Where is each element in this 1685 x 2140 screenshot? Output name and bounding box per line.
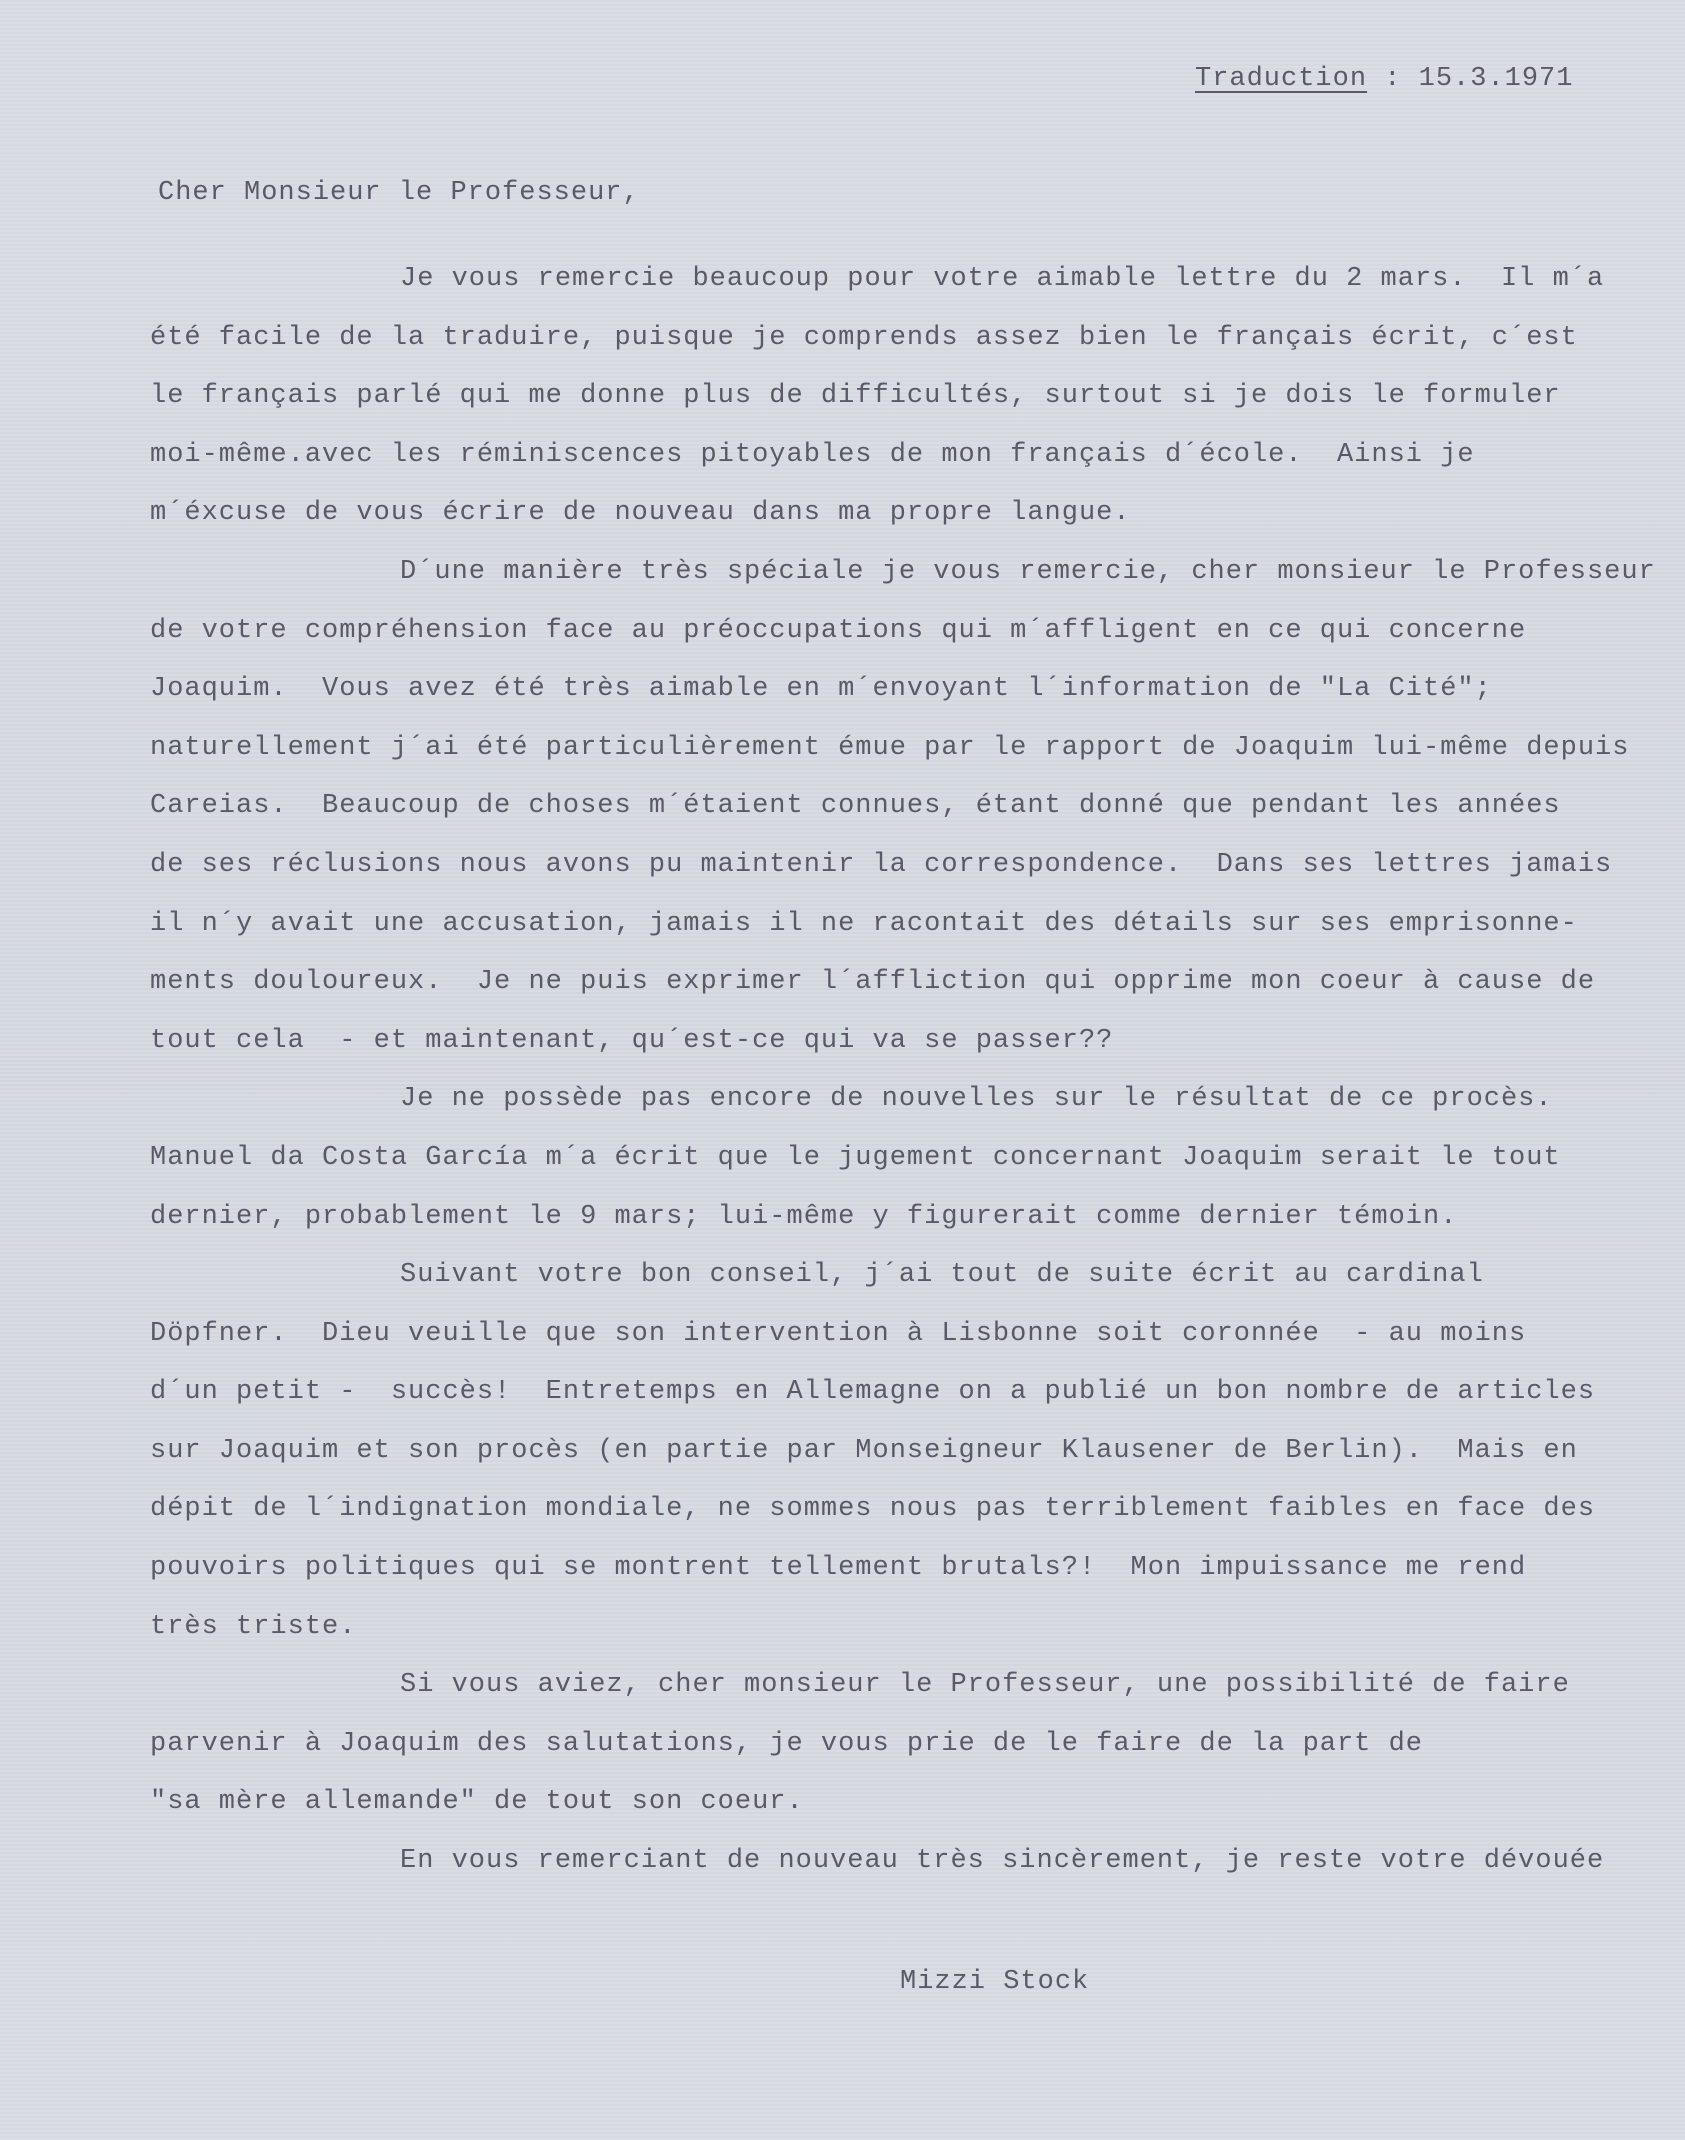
body-line: Careias. Beaucoup de choses m´étaient connues, étant donné que pendant les années [150, 791, 1561, 822]
body-line: moi-même.avec les réminiscences pitoyables de mon français d´école. Ainsi je [150, 439, 1475, 470]
body-line: il n´y avait une accusation, jamais il ne racontait des détails sur ses emprisonne- [150, 908, 1578, 939]
body-line: de votre compréhension face au préoccupations qui m´affligent en ce qui concerne [150, 615, 1527, 646]
body-line: Je ne possède pas encore de nouvelles sur le résultat de ce procès. [400, 1084, 1553, 1115]
body-line: été facile de la traduire, puisque je comprends assez bien le français écrit, c´est [150, 322, 1578, 353]
body-line: ments douloureux. Je ne puis exprimer l´affliction qui opprime mon coeur à cause de [150, 967, 1596, 998]
body-line: D´une manière très spéciale je vous remercie, cher monsieur le Professeur [400, 556, 1656, 587]
body-line: Manuel da Costa García m´a écrit que le jugement concernant Joaquim serait le tout [150, 1142, 1561, 1173]
body-line: naturellement j´ai été particulièrement émue par le rapport de Joaquim lui-même depuis [150, 732, 1630, 763]
body-line: Suivant votre bon conseil, j´ai tout de suite écrit au cardinal [400, 1260, 1484, 1291]
header-date-line [1195, 64, 1573, 94]
body-line: dépit de l´indignation mondiale, ne sommes nous pas terriblement faibles en face des [150, 1494, 1596, 1525]
translation-label: Traduction [1195, 64, 1368, 94]
body-line: pouvoirs politiques qui se montrent tellement brutals?! Mon impuissance me rend [150, 1553, 1527, 1584]
signature: Mizzi Stock [900, 1967, 1090, 1997]
body-line: m´éxcuse de vous écrire de nouveau dans ma propre langue. [150, 498, 1131, 529]
body-line: Döpfner. Dieu veuille que son intervention à Lisbonne soit coronnée - au moins [150, 1318, 1527, 1349]
body-line: tout cela - et maintenant, qu´est-ce qui va se passer?? [150, 1025, 1114, 1056]
body-line: parvenir à Joaquim des salutations, je vous prie de le faire de la part de [150, 1728, 1423, 1759]
body-line: sur Joaquim et son procès (en partie par Monseigneur Klausener de Berlin). Mais en [150, 1435, 1578, 1466]
letter-body [150, 250, 1670, 1891]
body-line: le français parlé qui me donne plus de difficultés, surtout si je dois le formuler [150, 381, 1561, 412]
body-line: dernier, probablement le 9 mars; lui-même y figurerait comme dernier témoin. [150, 1201, 1458, 1232]
body-line: En vous remerciant de nouveau très sincèrement, je reste votre dévouée [400, 1846, 1605, 1877]
salutation: Cher Monsieur le Professeur, [158, 178, 640, 208]
body-line: "sa mère allemande" de tout son coeur. [150, 1787, 804, 1818]
body-line: Je vous remercie beaucoup pour votre aimable lettre du 2 mars. Il m´a [400, 264, 1605, 294]
body-line: Si vous aviez, cher monsieur le Professeur, une possibilité de faire [400, 1670, 1570, 1701]
letter-date: 15.3.1971 [1418, 64, 1574, 94]
body-line: Joaquim. Vous avez été très aimable en m´envoyant l´information de "La Cité"; [150, 674, 1492, 705]
body-line: de ses réclusions nous avons pu maintenir la correspondence. Dans ses lettres jamais [150, 849, 1613, 880]
body-line: très triste. [150, 1611, 357, 1642]
body-line: d´un petit - succès! Entretemps en Allemagne on a publié un bon nombre de articles [150, 1377, 1596, 1408]
header-separator: : [1384, 64, 1402, 94]
